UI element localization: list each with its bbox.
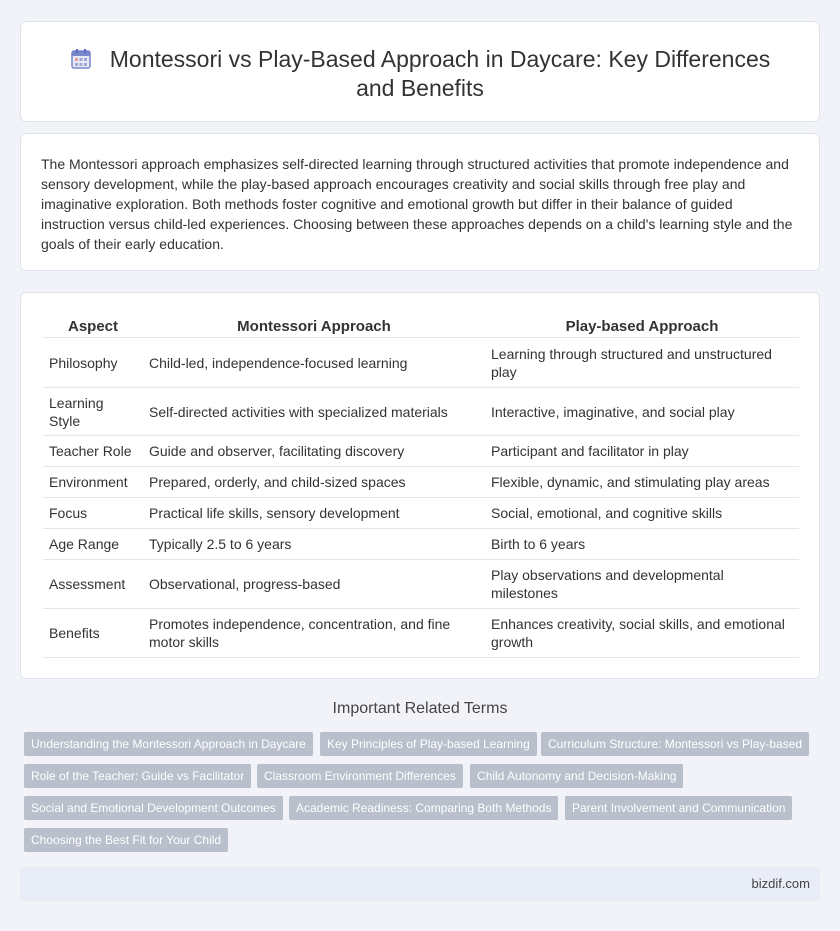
play-based-cell: Play observations and developmental milestones [485,560,799,609]
montessori-cell: Self-directed activities with specialized materials [143,388,485,436]
related-term-link[interactable]: Classroom Environment Differences [257,764,463,788]
related-term-link[interactable]: Social and Emotional Development Outcomes [24,796,283,820]
table-header-row [43,313,799,338]
related-term-link[interactable]: Key Principles of Play-based Learning [320,732,537,756]
montessori-cell: Child-led, independence-focused learning [143,338,485,388]
related-term-link[interactable]: Parent Involvement and Communication [565,796,792,820]
aspect-cell: Philosophy [43,338,143,388]
column-header-play-based: Play-based Approach [485,313,799,338]
column-header-aspect: Aspect [43,313,143,338]
calendar-icon [70,48,92,70]
aspect-cell: Age Range [43,529,143,560]
footer [20,867,820,901]
play-based-cell: Enhances creativity, social skills, and emotional growth [485,609,799,658]
related-term-link[interactable]: Academic Readiness: Comparing Both Methods [289,796,558,820]
aspect-cell: Teacher Role [43,436,143,467]
related-term-link[interactable]: Child Autonomy and Decision-Making [470,764,683,788]
aspect-cell: Learning Style [43,388,143,436]
play-based-cell: Flexible, dynamic, and stimulating play areas [485,467,799,498]
intro-paragraph: The Montessori approach emphasizes self-directed learning through structured activities that promote independence and sensory development, while the play-based approach encourages creativity and social skills through free play and imaginative exploration. Both methods foster cognitive and emotional growth but differ in their balance of guided instruction versus child-led experiences. Choosing between these approaches depends on a child's learning style and the goals of their early education. [41,156,793,252]
montessori-cell: Promotes independence, concentration, and fine motor skills [143,609,485,658]
aspect-cell: Benefits [43,609,143,658]
table-row [43,338,799,388]
page-title-text: Montessori vs Play-Based Approach in Daycare: Key Differences and Benefits [109,46,771,101]
header-card [20,21,820,122]
table-row [43,560,799,609]
montessori-cell: Prepared, orderly, and child-sized spaces [143,467,485,498]
play-based-cell: Interactive, imaginative, and social play [485,388,799,436]
aspect-cell: Assessment [43,560,143,609]
related-term-link[interactable]: Understanding the Montessori Approach in Daycare [24,732,313,756]
play-based-cell: Participant and facilitator in play [485,436,799,467]
intro-card [20,133,820,271]
related-term-link[interactable]: Curriculum Structure: Montessori vs Play-based [541,732,809,756]
table-row [43,467,799,498]
column-header-montessori: Montessori Approach [143,313,485,338]
page-title [61,45,779,103]
table-row [43,609,799,658]
related-terms-heading: Important Related Terms [332,700,508,717]
montessori-cell: Guide and observer, facilitating discovery [143,436,485,467]
table-row [43,436,799,467]
table-row [43,498,799,529]
montessori-cell: Typically 2.5 to 6 years [143,529,485,560]
montessori-cell: Practical life skills, sensory development [143,498,485,529]
aspect-cell: Focus [43,498,143,529]
play-based-cell: Learning through structured and unstructured play [485,338,799,388]
comparison-card [20,292,820,679]
related-term-link[interactable]: Role of the Teacher: Guide vs Facilitator [24,764,251,788]
table-row [43,388,799,436]
table-row [43,529,799,560]
footer-site-link[interactable]: bizdif.com [751,876,810,891]
aspect-cell: Environment [43,467,143,498]
related-term-link[interactable]: Choosing the Best Fit for Your Child [24,828,228,852]
comparison-table [43,313,799,658]
play-based-cell: Social, emotional, and cognitive skills [485,498,799,529]
montessori-cell: Observational, progress-based [143,560,485,609]
play-based-cell: Birth to 6 years [485,529,799,560]
